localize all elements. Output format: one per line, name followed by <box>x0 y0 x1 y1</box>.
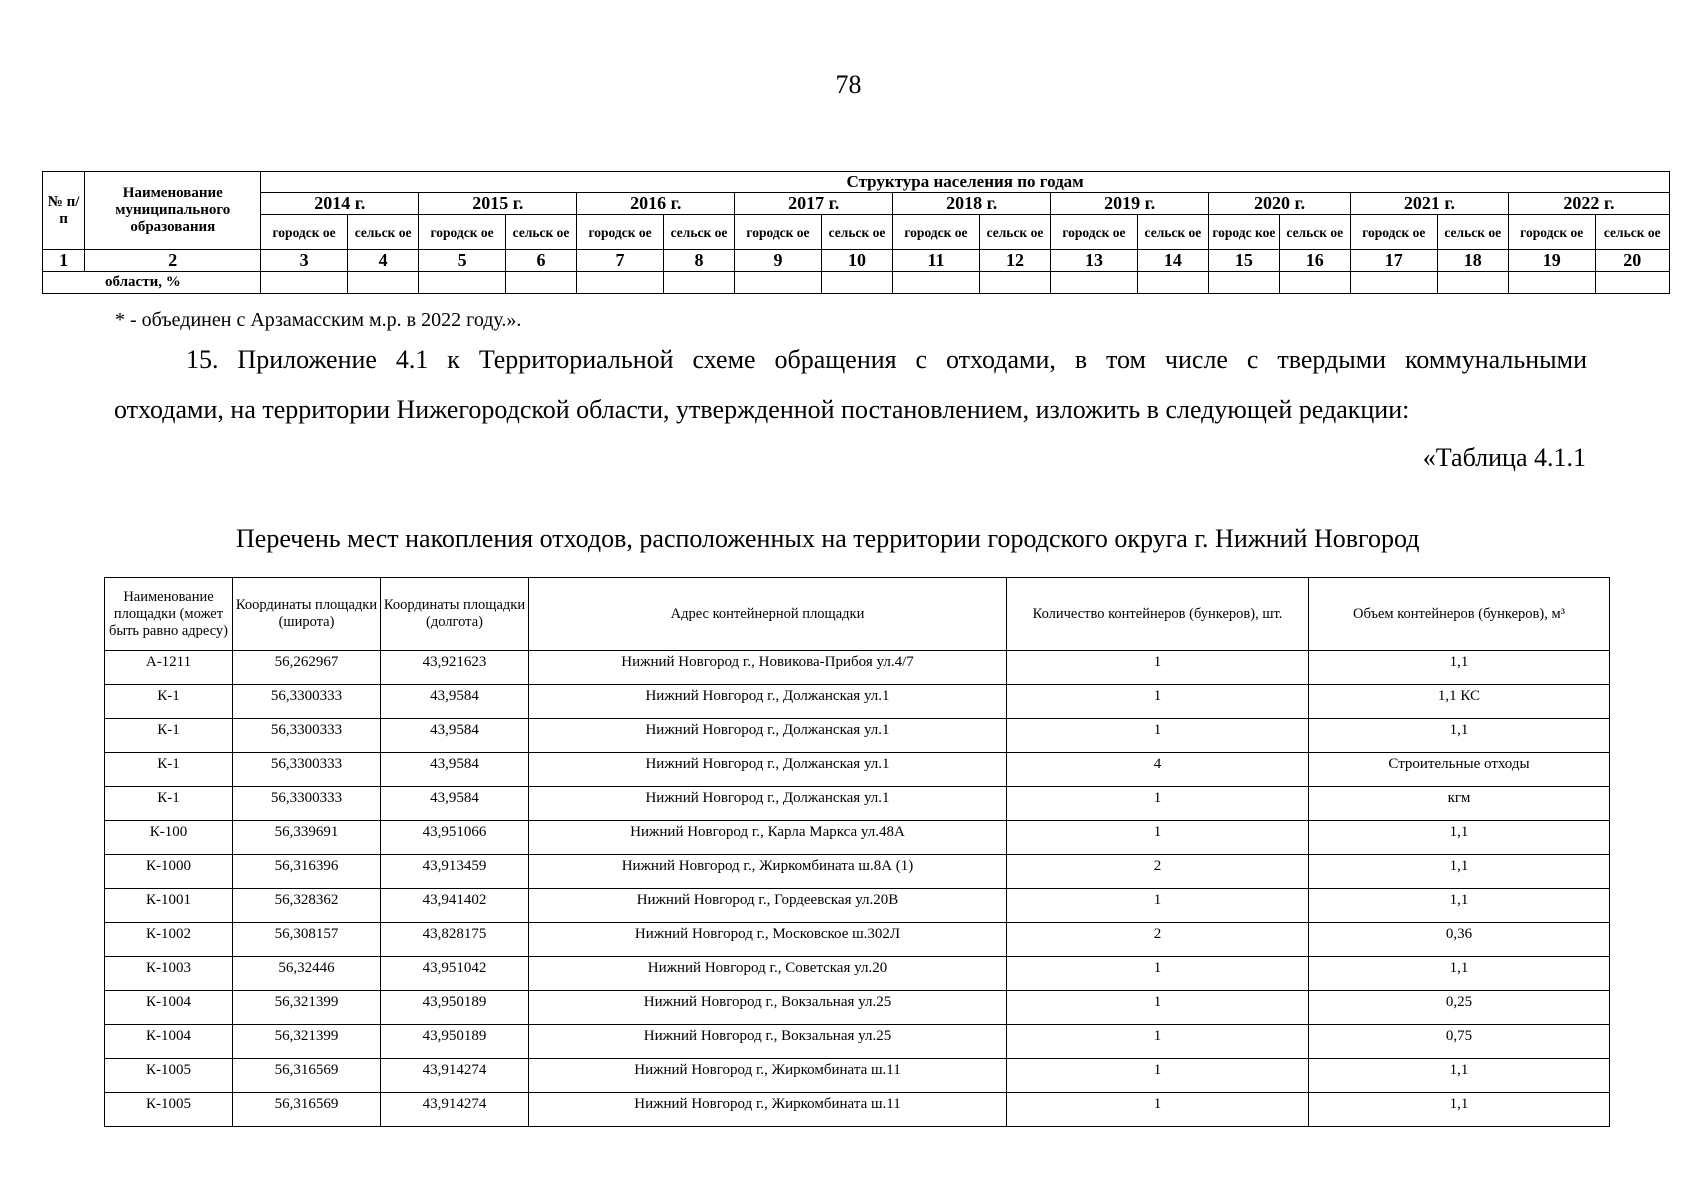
paragraph-line-2: отходами, на территории Нижегородской области, утвержденной постановлением, изложить в следующей редакции: <box>114 395 1410 424</box>
rural-header: сельск ое <box>347 215 418 250</box>
container-count-cell: 4 <box>1007 753 1309 787</box>
urban-header: городс кое <box>1209 215 1279 250</box>
container-count-cell: 1 <box>1007 1059 1309 1093</box>
urban-header: городск ое <box>419 215 506 250</box>
table-label: «Таблица 4.1.1 <box>1422 443 1586 472</box>
paragraph-line-1: 15. Приложение 4.1 к Территориальной схеме обращения с отходами, в том числе с твердыми коммунальными <box>186 345 1587 374</box>
column-number: 4 <box>347 250 418 272</box>
column-number: 9 <box>735 250 822 272</box>
table-row <box>105 787 1610 821</box>
population-structure-table <box>42 171 1670 294</box>
container-volume-cell: 1,1 <box>1309 889 1610 923</box>
container-count-cell: 1 <box>1007 685 1309 719</box>
longitude-cell: 43,941402 <box>381 889 529 923</box>
rural-header: сельск ое <box>663 215 734 250</box>
column-number: 7 <box>577 250 664 272</box>
column-number: 1 <box>43 250 85 272</box>
latitude-cell: 56,316569 <box>233 1093 381 1127</box>
latitude-cell: 56,321399 <box>233 991 381 1025</box>
empty-cell <box>1508 272 1595 294</box>
empty-cell <box>979 272 1050 294</box>
container-count-cell: 1 <box>1007 1025 1309 1059</box>
site-name-cell: К-1005 <box>105 1093 233 1127</box>
table-row <box>105 957 1610 991</box>
empty-cell <box>1209 272 1279 294</box>
site-name-cell: К-1 <box>105 719 233 753</box>
year-header: 2015 г. <box>419 193 577 215</box>
table-row <box>105 719 1610 753</box>
container-count-cell: 1 <box>1007 889 1309 923</box>
urban-header: городск ое <box>1051 215 1138 250</box>
column-number: 15 <box>1209 250 1279 272</box>
table-row <box>105 753 1610 787</box>
latitude-cell: 56,32446 <box>233 957 381 991</box>
longitude-cell: 43,828175 <box>381 923 529 957</box>
container-volume-cell: 1,1 <box>1309 1059 1610 1093</box>
site-name-cell: К-1 <box>105 685 233 719</box>
latitude-cell: 56,328362 <box>233 889 381 923</box>
waste-sites-title: Перечень мест накопления отходов, расположенных на территории городского округа г. Нижний Новгород <box>236 524 1420 553</box>
column-number: 18 <box>1437 250 1508 272</box>
address-cell: Нижний Новгород г., Советская ул.20 <box>529 957 1007 991</box>
column-number: 14 <box>1137 250 1208 272</box>
latitude-cell: 56,316569 <box>233 1059 381 1093</box>
site-name-cell: К-1 <box>105 753 233 787</box>
empty-cell <box>893 272 980 294</box>
table-row <box>105 923 1610 957</box>
table-row <box>105 1093 1610 1127</box>
year-header: 2019 г. <box>1051 193 1209 215</box>
rural-header: сельск ое <box>979 215 1050 250</box>
empty-cell <box>1437 272 1508 294</box>
rural-header: сельск ое <box>821 215 892 250</box>
container-count-cell: 1 <box>1007 651 1309 685</box>
latitude-cell: 56,262967 <box>233 651 381 685</box>
urban-header: городск ое <box>577 215 664 250</box>
urban-header: городск ое <box>735 215 822 250</box>
footnote: * - объединен с Арзамасским м.р. в 2022 году.». <box>115 309 522 331</box>
column-number: 12 <box>979 250 1050 272</box>
latitude-cell: 56,3300333 <box>233 719 381 753</box>
address-cell: Нижний Новгород г., Должанская ул.1 <box>529 719 1007 753</box>
container-volume-cell: 1,1 <box>1309 651 1610 685</box>
longitude-cell: 43,9584 <box>381 753 529 787</box>
settlement-type-row <box>43 215 1670 250</box>
address-cell: Нижний Новгород г., Должанская ул.1 <box>529 787 1007 821</box>
page-number: 78 <box>835 70 862 99</box>
container-volume-cell: Строительные отходы <box>1309 753 1610 787</box>
year-header: 2017 г. <box>735 193 893 215</box>
column-number: 11 <box>893 250 980 272</box>
column-number: 19 <box>1508 250 1595 272</box>
address-cell: Нижний Новгород г., Должанская ул.1 <box>529 753 1007 787</box>
container-volume-cell: 0,36 <box>1309 923 1610 957</box>
table-row <box>105 821 1610 855</box>
column-number: 6 <box>505 250 576 272</box>
empty-cell <box>1595 272 1670 294</box>
header-container-volume: Объем контейнеров (бункеров), м³ <box>1309 578 1610 651</box>
area-percent-row <box>43 272 1670 294</box>
longitude-cell: 43,914274 <box>381 1059 529 1093</box>
column-number: 20 <box>1595 250 1670 272</box>
address-cell: Нижний Новгород г., Должанская ул.1 <box>529 685 1007 719</box>
container-volume-cell: 1,1 <box>1309 1093 1610 1127</box>
table-row <box>105 685 1610 719</box>
table-row <box>105 651 1610 685</box>
waste-table-body <box>105 651 1610 1127</box>
container-volume-cell: 1,1 <box>1309 821 1610 855</box>
rural-header: сельск ое <box>1279 215 1350 250</box>
site-name-cell: К-1 <box>105 787 233 821</box>
site-name-cell: К-1004 <box>105 991 233 1025</box>
column-number-row <box>43 250 1670 272</box>
header-container-count: Количество контейнеров (бункеров), шт. <box>1007 578 1309 651</box>
address-cell: Нижний Новгород г., Вокзальная ул.25 <box>529 1025 1007 1059</box>
empty-cell <box>821 272 892 294</box>
container-volume-cell: 1,1 <box>1309 719 1610 753</box>
column-number: 10 <box>821 250 892 272</box>
empty-cell <box>663 272 734 294</box>
latitude-cell: 56,316396 <box>233 855 381 889</box>
empty-cell <box>1351 272 1438 294</box>
empty-cell <box>577 272 664 294</box>
address-cell: Нижний Новгород г., Новикова-Прибоя ул.4/7 <box>529 651 1007 685</box>
column-number: 16 <box>1279 250 1350 272</box>
year-header: 2016 г. <box>577 193 735 215</box>
container-volume-cell: 0,75 <box>1309 1025 1610 1059</box>
longitude-cell: 43,951042 <box>381 957 529 991</box>
container-count-cell: 2 <box>1007 923 1309 957</box>
site-name-cell: К-1005 <box>105 1059 233 1093</box>
longitude-cell: 43,9584 <box>381 787 529 821</box>
header-number: № п/ п <box>43 172 85 250</box>
empty-cell <box>1051 272 1138 294</box>
urban-header: городск ое <box>1351 215 1438 250</box>
empty-cell <box>1137 272 1208 294</box>
year-header: 2014 г. <box>261 193 419 215</box>
address-cell: Нижний Новгород г., Жиркомбината ш.11 <box>529 1059 1007 1093</box>
year-header: 2020 г. <box>1209 193 1351 215</box>
table-row <box>105 855 1610 889</box>
container-volume-cell: кгм <box>1309 787 1610 821</box>
site-name-cell: К-1000 <box>105 855 233 889</box>
container-count-cell: 1 <box>1007 821 1309 855</box>
rural-header: сельск ое <box>1595 215 1670 250</box>
container-volume-cell: 1,1 <box>1309 957 1610 991</box>
year-header: 2018 г. <box>893 193 1051 215</box>
address-cell: Нижний Новгород г., Московское ш.302Л <box>529 923 1007 957</box>
year-header: 2021 г. <box>1351 193 1509 215</box>
longitude-cell: 43,9584 <box>381 719 529 753</box>
header-address: Адрес контейнерной площадки <box>529 578 1007 651</box>
container-volume-cell: 0,25 <box>1309 991 1610 1025</box>
empty-cell <box>505 272 576 294</box>
column-number: 2 <box>85 250 261 272</box>
empty-cell <box>261 272 348 294</box>
year-header: 2022 г. <box>1508 193 1669 215</box>
table-row <box>105 1025 1610 1059</box>
site-name-cell: К-1004 <box>105 1025 233 1059</box>
empty-cell <box>1279 272 1350 294</box>
address-cell: Нижний Новгород г., Жиркомбината ш.11 <box>529 1093 1007 1127</box>
urban-header: городск ое <box>1508 215 1595 250</box>
longitude-cell: 43,914274 <box>381 1093 529 1127</box>
area-percent-label: области, % <box>43 272 261 294</box>
longitude-cell: 43,921623 <box>381 651 529 685</box>
container-count-cell: 1 <box>1007 1093 1309 1127</box>
address-cell: Нижний Новгород г., Гордеевская ул.20В <box>529 889 1007 923</box>
column-number: 13 <box>1051 250 1138 272</box>
latitude-cell: 56,321399 <box>233 1025 381 1059</box>
waste-table-header-row <box>105 578 1610 651</box>
container-volume-cell: 1,1 <box>1309 855 1610 889</box>
container-count-cell: 1 <box>1007 787 1309 821</box>
latitude-cell: 56,3300333 <box>233 787 381 821</box>
container-count-cell: 1 <box>1007 957 1309 991</box>
latitude-cell: 56,308157 <box>233 923 381 957</box>
address-cell: Нижний Новгород г., Вокзальная ул.25 <box>529 991 1007 1025</box>
latitude-cell: 56,3300333 <box>233 685 381 719</box>
table-row <box>105 889 1610 923</box>
rural-header: сельск ое <box>1137 215 1208 250</box>
empty-cell <box>735 272 822 294</box>
column-number: 17 <box>1351 250 1438 272</box>
address-cell: Нижний Новгород г., Жиркомбината ш.8А (1) <box>529 855 1007 889</box>
longitude-cell: 43,913459 <box>381 855 529 889</box>
latitude-cell: 56,3300333 <box>233 753 381 787</box>
empty-cell <box>347 272 418 294</box>
column-number: 8 <box>663 250 734 272</box>
rural-header: сельск ое <box>505 215 576 250</box>
longitude-cell: 43,9584 <box>381 685 529 719</box>
container-count-cell: 1 <box>1007 719 1309 753</box>
rural-header: сельск ое <box>1437 215 1508 250</box>
header-municipality-name: Наименование муниципального образования <box>85 172 261 250</box>
site-name-cell: К-1002 <box>105 923 233 957</box>
container-count-cell: 2 <box>1007 855 1309 889</box>
site-name-cell: А-1211 <box>105 651 233 685</box>
header-population-structure: Структура населения по годам <box>261 172 1670 193</box>
longitude-cell: 43,950189 <box>381 991 529 1025</box>
year-header-row <box>43 193 1670 215</box>
urban-header: городск ое <box>893 215 980 250</box>
header-longitude: Координаты площадки (долгота) <box>381 578 529 651</box>
header-site-name: Наименование площадки (может быть равно адресу) <box>105 578 233 651</box>
site-name-cell: К-1001 <box>105 889 233 923</box>
longitude-cell: 43,951066 <box>381 821 529 855</box>
column-number: 5 <box>419 250 506 272</box>
column-number: 3 <box>261 250 348 272</box>
container-count-cell: 1 <box>1007 991 1309 1025</box>
table-row <box>105 991 1610 1025</box>
empty-cell <box>419 272 506 294</box>
site-name-cell: К-1003 <box>105 957 233 991</box>
longitude-cell: 43,950189 <box>381 1025 529 1059</box>
address-cell: Нижний Новгород г., Карла Маркса ул.48А <box>529 821 1007 855</box>
urban-header: городск ое <box>261 215 348 250</box>
site-name-cell: К-100 <box>105 821 233 855</box>
table-row <box>105 1059 1610 1093</box>
header-latitude: Координаты площадки (широта) <box>233 578 381 651</box>
waste-sites-table <box>104 577 1610 1127</box>
container-volume-cell: 1,1 КС <box>1309 685 1610 719</box>
latitude-cell: 56,339691 <box>233 821 381 855</box>
